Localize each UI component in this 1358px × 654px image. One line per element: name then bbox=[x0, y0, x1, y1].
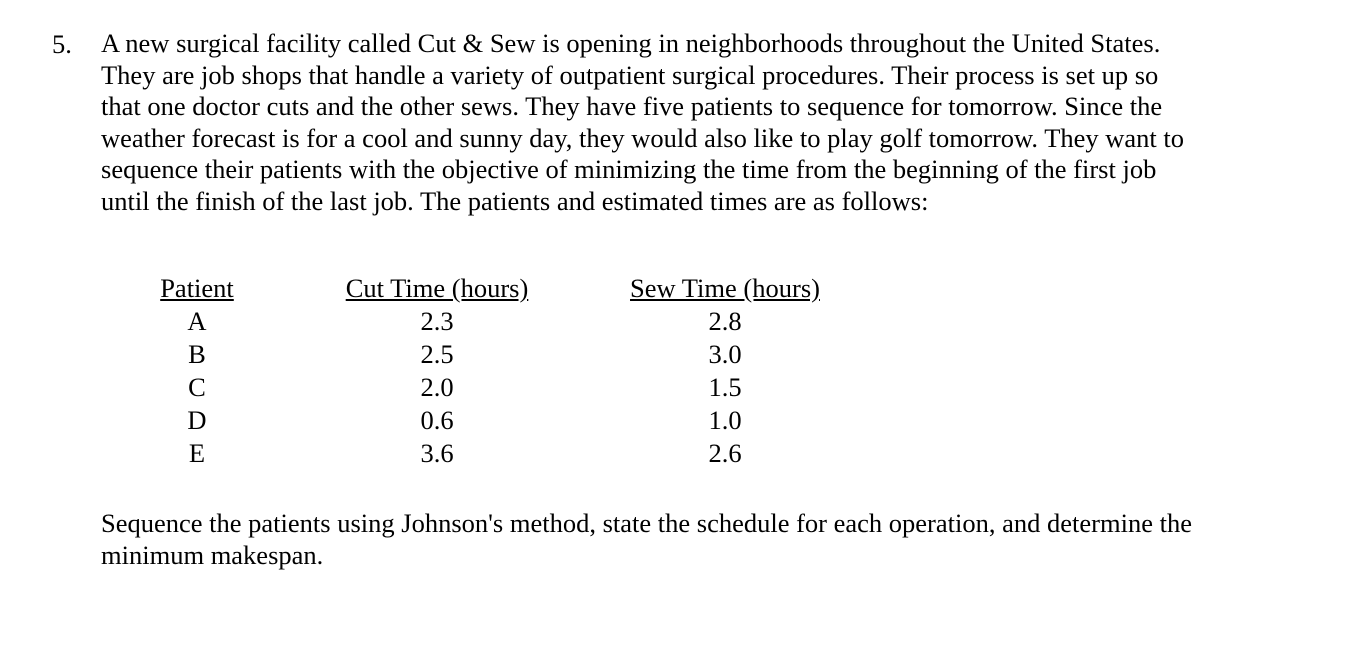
problem-line: sequence their patients with the objective of minimizing the time from the beginning of the first job bbox=[101, 154, 1157, 184]
sew-time-cell: 3.0 bbox=[708, 339, 742, 369]
sew-time-cell: 2.8 bbox=[708, 306, 742, 336]
problem-line: until the finish of the last job. The patients and estimated times are as follows: bbox=[101, 185, 929, 216]
cut-time-cell: 2.3 bbox=[420, 306, 454, 336]
patient-cell: A bbox=[187, 306, 207, 336]
patient-cell: E bbox=[188, 438, 206, 468]
sew-time-cell: 1.0 bbox=[708, 405, 742, 435]
cut-time-cell: 2.0 bbox=[420, 372, 454, 402]
cut-time-column bbox=[307, 272, 567, 470]
sew-time-cell: 1.5 bbox=[708, 372, 742, 402]
patient-cell: B bbox=[188, 339, 206, 369]
header-sew-time: Sew Time (hours) bbox=[630, 273, 820, 303]
question-line: minimum makespan. bbox=[101, 539, 324, 570]
problem-line: weather forecast is for a cool and sunny day, they would also like to play golf tomorrow. They want to bbox=[101, 122, 1185, 153]
question-line: Sequence the patients using Johnson's method, state the schedule for each operation, and determine the bbox=[101, 508, 1192, 538]
problem-line: A new surgical facility called Cut & Sew is opening in neighborhoods throughout the United States. bbox=[101, 28, 1161, 58]
cut-time-cell: 2.5 bbox=[420, 339, 454, 369]
sew-time-column bbox=[595, 272, 855, 470]
sew-time-cell: 2.6 bbox=[708, 438, 742, 468]
header-cut-time: Cut Time (hours) bbox=[345, 273, 529, 303]
patient-cell: D bbox=[187, 405, 207, 435]
patient-cell: C bbox=[188, 372, 206, 402]
problem-line: that one doctor cuts and the other sews. They have five patients to sequence for tomorrow. Since the bbox=[101, 91, 1163, 121]
question-text bbox=[101, 508, 1192, 571]
problem-number: 5. bbox=[52, 29, 72, 59]
header-patient: Patient bbox=[160, 273, 234, 303]
problem-line: They are job shops that handle a variety of outpatient surgical procedures. Their process is set up so bbox=[101, 59, 1159, 90]
patient-column bbox=[67, 272, 327, 470]
cut-time-cell: 3.6 bbox=[420, 438, 454, 468]
problem-statement bbox=[101, 28, 1184, 217]
cut-time-cell: 0.6 bbox=[420, 405, 454, 435]
